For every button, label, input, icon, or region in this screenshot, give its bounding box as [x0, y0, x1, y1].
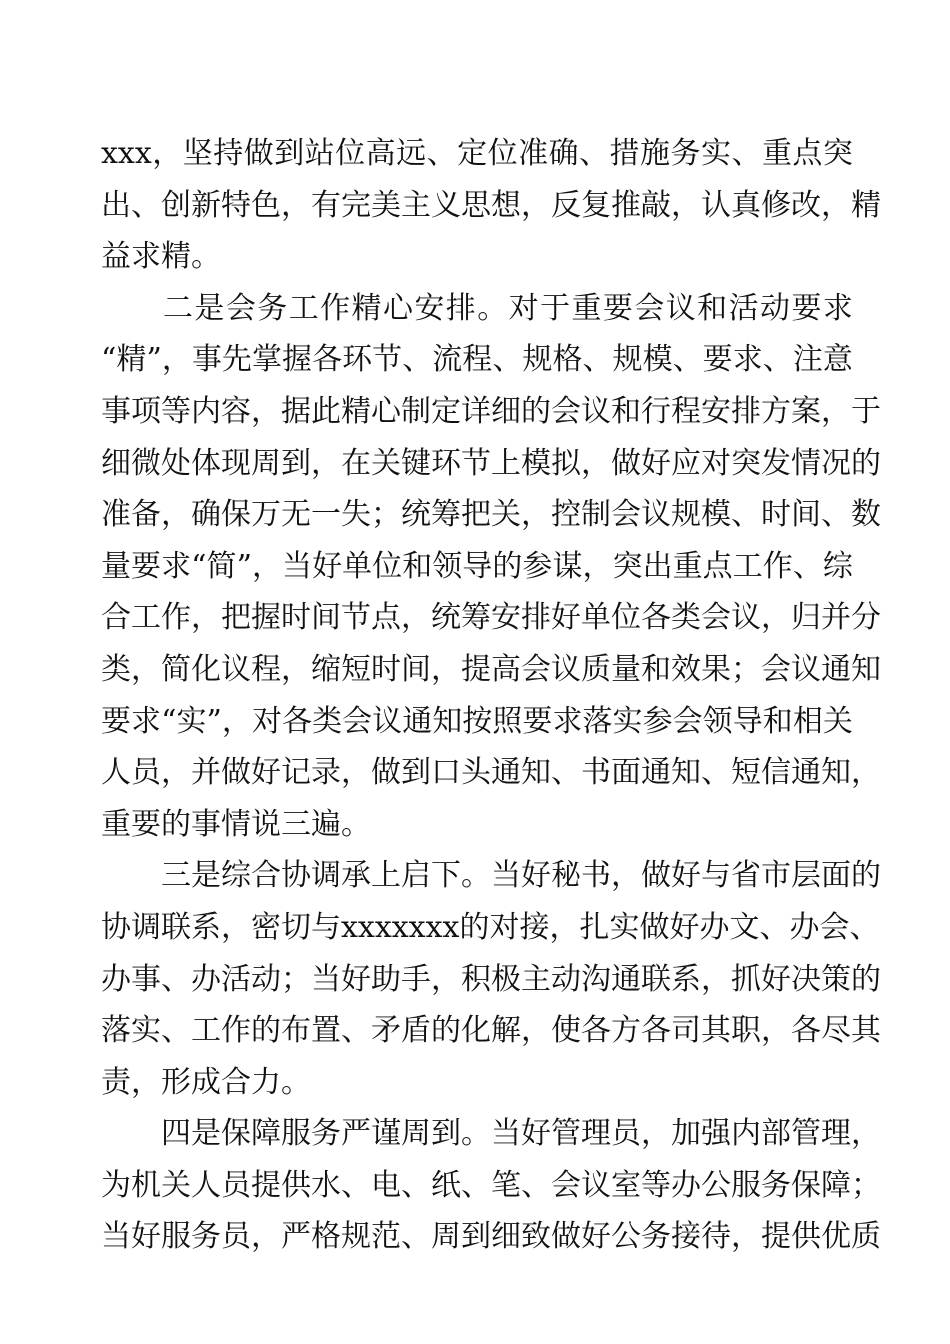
document-body — [101, 128, 881, 1263]
text-line: 重要的事情说三遍。 — [101, 806, 371, 842]
text-line: 协 调 联 系 ， 密 切 与 xxxxxxx 的 对 接 ， 扎 实 做 好 办 文 、 办 会 、 — [101, 909, 880, 945]
text-line: 责，形成合力。 — [101, 1064, 311, 1100]
paragraph-2 — [101, 283, 881, 851]
text-line: 为 机 关 人 员 提 供 水 、 电 、 纸 、 笔 、 会 议 室 等 办 公 服 务 保 障 ； — [101, 1167, 881, 1203]
paragraph-1 — [101, 128, 881, 283]
text-line: 当 好 服 务 员 ， 严 格 规 范 、 周 到 细 致 做 好 公 务 接 待 ， 提 供 优 质 — [101, 1219, 881, 1255]
text-line: “ 精 ” ， 事 先 掌 握 各 环 节 、 流 程 、 规 格 、 规 模 、 要 求 、 注 意 — [101, 342, 853, 378]
text-line: 细 微 处 体 现 周 到 ， 在 关 键 环 节 上 模 拟 ， 做 好 应 对 突 发 情 况 的 — [101, 445, 881, 481]
text-line: 落 实 、 工 作 的 布 置 、 矛 盾 的 化 解 ， 使 各 方 各 司 其 职 ， 各 尽 其 — [101, 1013, 881, 1049]
paragraph-4 — [101, 1108, 881, 1263]
text-line: 四 是 保 障 服 务 严 谨 周 到 。 当 好 管 理 员 ， 加 强 内 部 管 理 ， — [161, 1116, 881, 1152]
text-line: 二 是 会 务 工 作 精 心 安 排 。 对 于 重 要 会 议 和 活 动 要 求 — [163, 290, 853, 326]
text-line: 要 求 “ 实 ” ， 对 各 类 会 议 通 知 按 照 要 求 落 实 参 会 领 导 和 相 关 — [101, 703, 853, 739]
text-line: 类 ， 简 化 议 程 ， 缩 短 时 间 ， 提 高 会 议 质 量 和 效 果 ； 会 议 通 知 — [101, 651, 881, 687]
text-line: 办 事 、 办 活 动 ； 当 好 助 手 ， 积 极 主 动 沟 通 联 系 ， 抓 好 决 策 的 — [101, 961, 881, 997]
text-line: 出 、 创 新 特 色 ， 有 完 美 主 义 思 想 ， 反 复 推 敲 ， 认 真 修 改 ， 精 — [101, 187, 881, 223]
text-line: 人 员 ， 并 做 好 记 录 ， 做 到 口 头 通 知 、 书 面 通 知 、 短 信 通 知 ， — [101, 755, 881, 791]
text-line: 量 要 求 “ 简 ” ， 当 好 单 位 和 领 导 的 参 谋 ， 突 出 重 点 工 作 、 综 — [101, 548, 853, 584]
text-line: 益求精。 — [101, 239, 221, 275]
text-line: 准 备 ， 确 保 万 无 一 失 ； 统 筹 把 关 ， 控 制 会 议 规 模 、 时 间 、 数 — [101, 497, 881, 533]
text-line: 三 是 综 合 协 调 承 上 启 下 。 当 好 秘 书 ， 做 好 与 省 市 层 面 的 — [161, 858, 881, 894]
paragraph-3 — [101, 850, 881, 1108]
text-line: xxx ， 坚 持 做 到 站 位 高 远 、 定 位 准 确 、 措 施 务 实 、 重 点 突 — [101, 136, 853, 171]
text-line: 事 项 等 内 容 ， 据 此 精 心 制 定 详 细 的 会 议 和 行 程 安 排 方 案 ， 于 — [101, 393, 881, 429]
text-line: 合 工 作 ， 把 握 时 间 节 点 ， 统 筹 安 排 好 单 位 各 类 会 议 ， 归 并 分 — [101, 600, 881, 636]
